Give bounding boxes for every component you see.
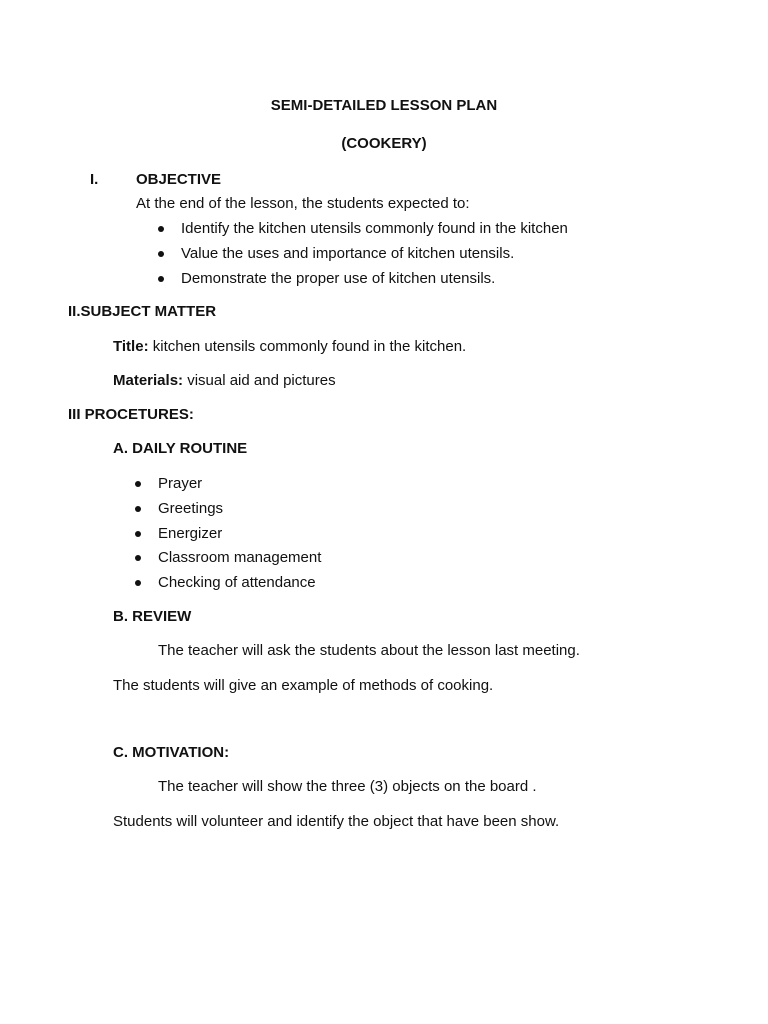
document-subtitle: (COOKERY) (341, 135, 427, 152)
list-item: Value the uses and importance of kitchen utensils. (181, 245, 568, 270)
objective-list (181, 220, 568, 294)
procedures-heading: III PROCETURES: (68, 406, 194, 423)
objective-intro: At the end of the lesson, the students expected to: (136, 195, 470, 212)
bullet-icon (158, 226, 164, 232)
bullet-icon (135, 506, 141, 512)
list-item: Greetings (158, 500, 321, 525)
list-item: Checking of attendance (158, 574, 321, 599)
motivation-heading: C. MOTIVATION: (113, 744, 230, 761)
list-item: Prayer (158, 475, 321, 500)
subject-title-label: Title: (113, 338, 149, 355)
daily-routine-list (158, 475, 321, 599)
subject-matter-heading: II.SUBJECT MATTER (68, 303, 217, 320)
bullet-icon (158, 251, 164, 257)
subject-title-line (113, 338, 466, 356)
materials-line (113, 372, 336, 390)
objective-heading: OBJECTIVE (136, 171, 222, 188)
bullet-icon (135, 555, 141, 561)
bullet-icon (135, 481, 141, 487)
review-line-1: The teacher will ask the students about the lesson last meeting. (158, 642, 580, 659)
motivation-line-1: The teacher will show the three (3) objects on the board . (158, 778, 537, 795)
list-item: Classroom management (158, 549, 321, 574)
list-item: Energizer (158, 525, 321, 550)
materials-value: visual aid and pictures (183, 372, 336, 389)
motivation-line-2: Students will volunteer and identify the object that have been show. (113, 813, 560, 830)
subject-title-value: kitchen utensils commonly found in the kitchen. (148, 338, 467, 355)
materials-label: Materials: (113, 372, 184, 389)
list-item: Demonstrate the proper use of kitchen utensils. (181, 270, 568, 295)
document-title: SEMI-DETAILED LESSON PLAN (270, 97, 498, 114)
review-heading: B. REVIEW (113, 608, 192, 625)
list-item: Identify the kitchen utensils commonly found in the kitchen (181, 220, 568, 245)
daily-routine-heading: A. DAILY ROUTINE (113, 440, 248, 457)
bullet-icon (158, 276, 164, 282)
bullet-icon (135, 580, 141, 586)
objective-numeral: I. (90, 171, 99, 188)
review-line-2: The students will give an example of methods of cooking. (113, 677, 494, 694)
bullet-icon (135, 531, 141, 537)
